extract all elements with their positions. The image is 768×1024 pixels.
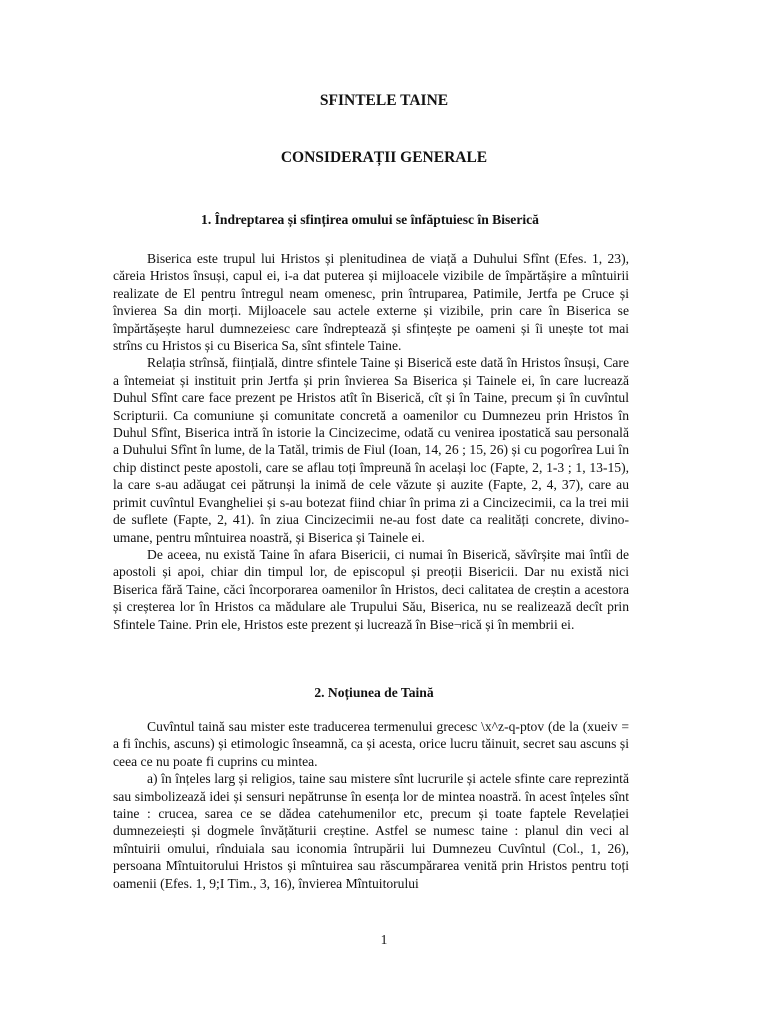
paragraph: Cuvîntul taină sau mister este traducerea termenului grecesc \x^z-q-ptov (de la (xueiv = a fi închis, ascuns) și etimologic înseamnă, ca și acesta, orice lucru tăinuit, secret sau ascuns și ceea ce nu poate fi cuprins cu mintea. (113, 719, 629, 769)
paragraph: Biserica este trupul lui Hristos și plenitudinea de viață a Duhului Sfînt (Efes. 1, 23), căreia Hristos însuși, capul ei, i-a dat puterea și mijloacele vizibile de împărtășire a mîntuirii realizate de El pentru întregul neam omenesc, prin întruparea, Patimile, Jertfa pe Cruce și învierea Sa din morți. Mijloacele sau actele externe și vizibile, prin care în Biserica se împărtășește harul dumnezeiesc care îndreptează și sfințește pe oameni și îi unește tot mai strîns cu Hristos și cu Biserica Sa, sînt sfintele Taine. (113, 251, 629, 354)
section-heading: 2. Noțiunea de Taină (314, 685, 434, 700)
section-body (113, 250, 629, 633)
section-heading: 1. Îndreptarea și sfințirea omului se înfăptuiesc în Biserică (201, 212, 539, 227)
page-number: 1 (380, 932, 388, 947)
section-heading-wrap (112, 684, 628, 703)
section-body (113, 718, 629, 892)
paragraph: Relația strînsă, ființială, dintre sfintele Taine și Biserică este dată în Hristos însuși, Care a întemeiat și instituit prin Jertfa și prin învierea Sa Biserica și Tainele ei, în care lucrează Duhul Sfînt care face prezent pe Hristos atît în Biserică, cît și în Taine, precum și în cuvîntul Scripturii. Ca comuniune și comunitate concretă a oamenilor cu Dumnezeu prin Hristos în Duhul Sfînt, Biserica intră în istorie la Cincizecime, odată cu venirea ipostatică sau personală a Duhului Sfînt în lume, de la Tatăl, trimis de Fiul (Ioan, 14, 26 ; 15, 26) și cu pogorîrea Lui în chip distinct peste apostoli, care se aflau toți împreună în același loc (Fapte, 2, 1-3 ; 1, 13-15), la care s-au adăugat cei pătrunși la inimă de cele văzute și auzite (Fapte, 2, 4, 37), care au primit cuvîntul Evangheliei și s-au botezat fiind chiar în prima zi a Cincizecimii, ca la trei mii de suflete (Fapte, 2, 41). în ziua Cincizecimii ne-au fost date ca realități concrete, divino-umane, pentru mîntuirea noastră, și Biserica și Tainele ei. (113, 355, 629, 545)
section-heading-wrap (112, 211, 628, 230)
paragraph: a) în înțeles larg și religios, taine sau mistere sînt lucrurile și actele sfinte care reprezintă sau simbolizează idei și sensuri nepătrunse în esența lor de mintea noastră. în acest înțeles sînt taine : crucea, sarea ce se dădea catehumenilor etc, precum și toate faptele Revelației dumnezeiești și dogmele învățăturii creștine. Astfel se numesc taine : planul din veci al mîntuirii omului, rînduiala sau iconomia întrupării lui Dumnezeu Cuvîntul (Col., 1, 26), persoana Mîntuitorului Hristos și mîntuirea sau răscumpărarea venită prin Hristos pentru toți oamenii (Efes. 1, 9;I Tim., 3, 16), învierea Mîntuitorului (113, 771, 629, 891)
document-subtitle: CONSIDERAȚII GENERALE (280, 149, 488, 166)
document-title: SFINTELE TAINE (319, 92, 449, 109)
paragraph: De aceea, nu există Taine în afara Bisericii, ci numai în Biserică, săvîrșite mai întîi de apostoli și apoi, chiar din timpul lor, de episcopul și preoții Bisericii. Dar nu există nici Biserica fără Taine, căci încorporarea oamenilor în Hristos, deci calitatea de creștin a acestora și creșterea lor în Hristos ca mădulare ale Trupului Său, Biserica, nu se realizează decît prin Sfintele Taine. Prin ele, Hristos este prezent și lucrează în Bise¬rică și în membrii ei. (113, 546, 629, 632)
